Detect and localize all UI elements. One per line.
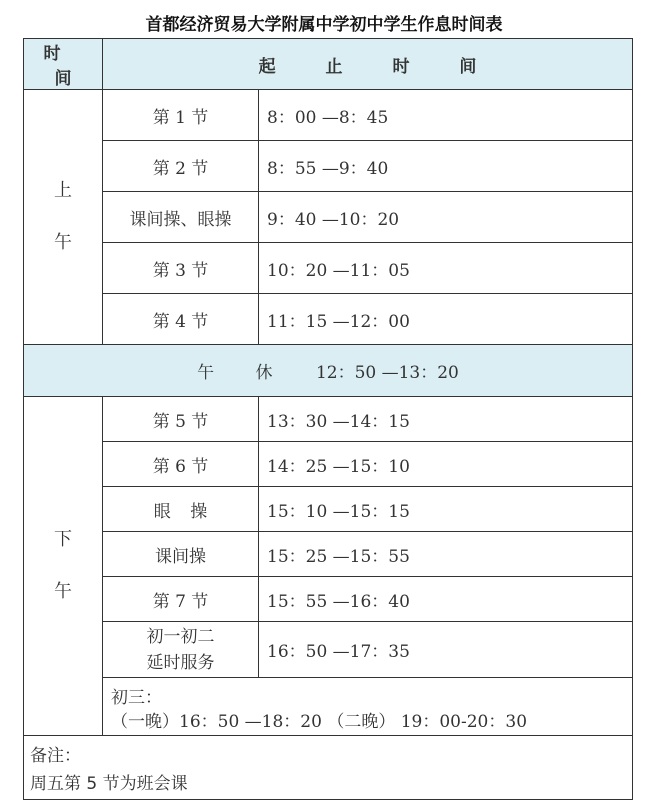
slot-cell: 课间操 — [103, 532, 259, 577]
time-cell: 15：55 —16：40 — [259, 577, 633, 622]
grade3-times: （一晚）16：50 —18：20 （二晚） 19：00-20：30 — [111, 712, 528, 732]
noon-break-label: 午 休 — [197, 363, 291, 383]
table-row — [24, 487, 633, 532]
slot-cell: 第 7 节 — [103, 577, 259, 622]
time-cell: 16：50 —17：35 — [259, 622, 633, 678]
time-cell: 14：25 —15：10 — [259, 442, 633, 487]
page-title: 首都经济贸易大学附属中学初中学生作息时间表 — [145, 15, 503, 35]
header-range-cell: 起 止 时 间 — [103, 39, 633, 90]
slot-cell: 第 4 节 — [103, 294, 259, 345]
slot-cell: 第 5 节 — [103, 397, 259, 442]
time-cell: 8：55 —9：40 — [259, 141, 633, 192]
slot-cell: 第 1 节 — [103, 90, 259, 141]
notes-label: 备注： — [30, 746, 81, 766]
time-cell: 8：00 —8：45 — [259, 90, 633, 141]
table-row — [24, 397, 633, 442]
afternoon-label: 下 午 — [24, 397, 103, 736]
slot-cell: 第 6 节 — [103, 442, 259, 487]
time-cell: 10：20 —11：05 — [259, 243, 633, 294]
table-row — [24, 243, 633, 294]
notes-text: 周五第 5 节为班会课 — [30, 774, 188, 794]
time-cell: 13：30 —14：15 — [259, 397, 633, 442]
noon-break-row — [24, 345, 633, 397]
table-row — [24, 532, 633, 577]
time-cell: 11：15 —12：00 — [259, 294, 633, 345]
grade3-label: 初三： — [111, 688, 162, 708]
time-cell: 15：25 —15：55 — [259, 532, 633, 577]
table-row — [24, 442, 633, 487]
slot-cell: 第 2 节 — [103, 141, 259, 192]
table-row — [24, 192, 633, 243]
grade3-row — [24, 678, 633, 736]
slot-cell: 第 3 节 — [103, 243, 259, 294]
table-row — [24, 294, 633, 345]
slot-cell: 眼 操 — [103, 487, 259, 532]
slot-cell: 课间操、眼操 — [103, 192, 259, 243]
notes-cell — [24, 736, 633, 800]
header-row — [24, 39, 633, 90]
header-time-cell: 时 间 — [24, 39, 103, 90]
noon-break-time: 12：50 —13：20 — [315, 363, 459, 383]
notes-row — [24, 736, 633, 800]
table-row — [24, 141, 633, 192]
table-row — [24, 577, 633, 622]
time-cell: 9：40 —10：20 — [259, 192, 633, 243]
schedule-table — [23, 38, 633, 800]
noon-break-cell — [24, 345, 633, 397]
table-row — [24, 90, 633, 141]
time-cell: 15：10 —15：15 — [259, 487, 633, 532]
extended-service-cell: 初一初二 延时服务 — [103, 622, 259, 678]
morning-label: 上 午 — [24, 90, 103, 345]
grade3-cell — [103, 678, 633, 736]
table-row — [24, 622, 633, 678]
